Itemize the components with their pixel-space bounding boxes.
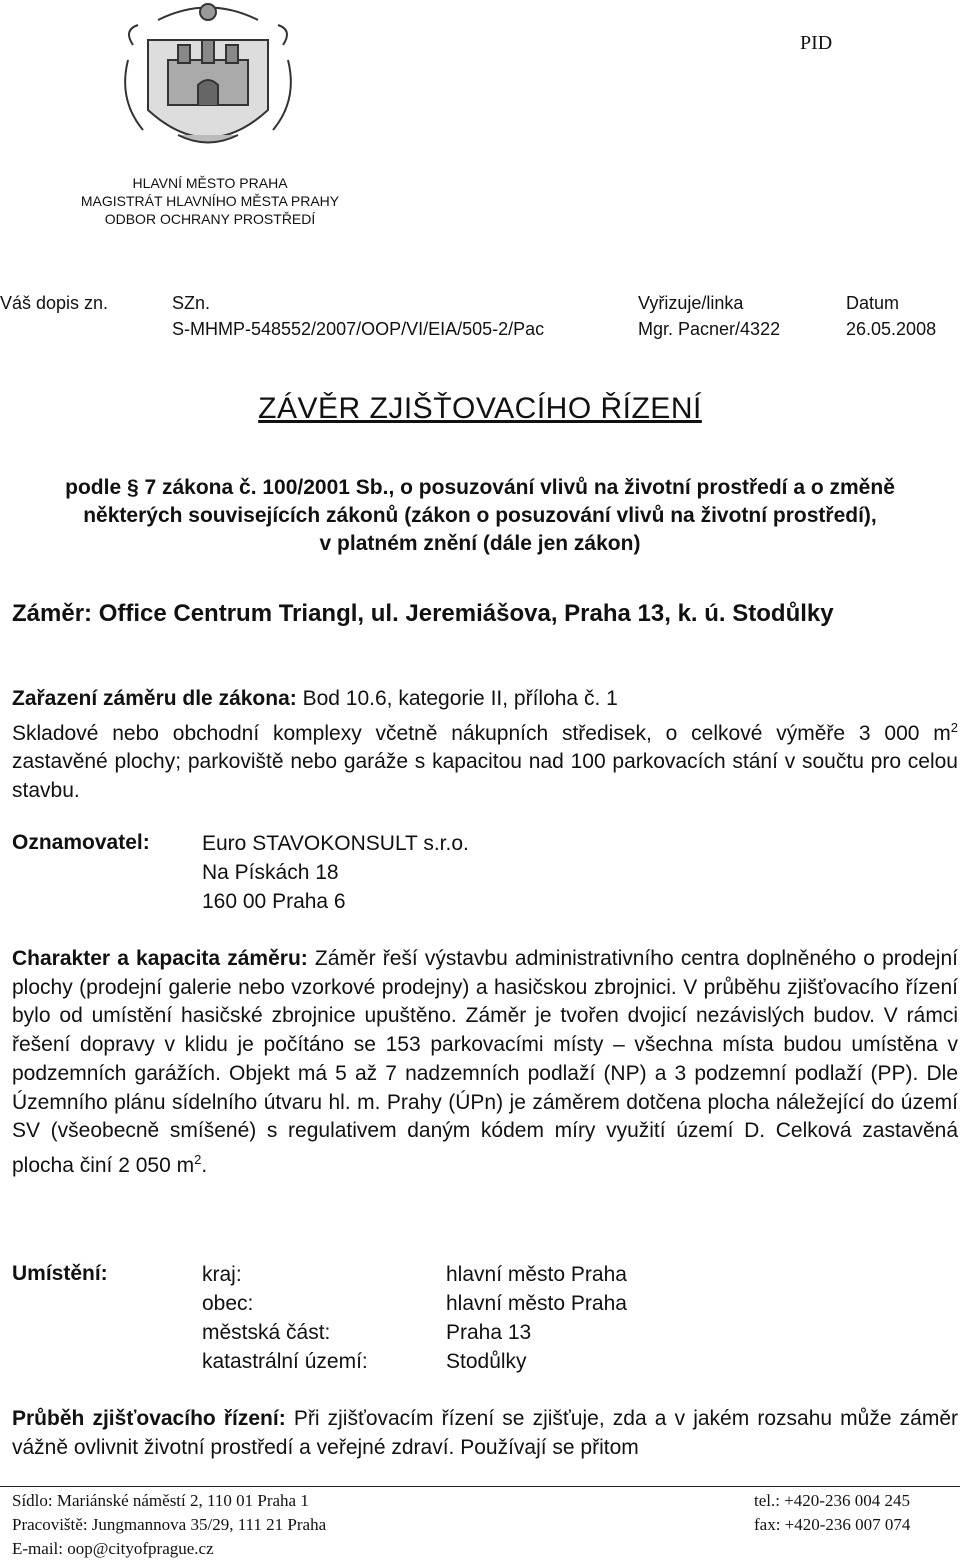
location-label: Umístění: — [12, 1262, 108, 1285]
footer-tel: tel.: +420-236 004 245 — [754, 1491, 910, 1510]
character-text: Záměr řeší výstavbu administrativního centra doplněného o prodejní plochy (prodejní galerie nebo vzorkové prodejny) a hasičskou zbrojnici. V průběhu zjišťovacího řízení bylo od umístění hasičské zbrojnice upuštěno. Záměr je tvořen dvojicí nezávislých budov. V rámci řešení dopravy v klidu je počítáno se 153 parkovacími místy – všechna místa budou umístěna v podzemních garážích. Objekt má 5 až 7 nadzemních podlaží (NP) a 3 podzemní podlaží (PP). Dle Územního plánu sídelního útvaru hl. m. Prahy (ÚPn) je záměrem dotčena plocha náležející do území SV (všeobecně smíšené) s regulativem daným kódem míry využití území D. Celková zastavěná plocha činí 2 050 m — [12, 947, 958, 1177]
office-line-2: MAGISTRÁT HLAVNÍHO MĚSTA PRAHY — [80, 193, 340, 209]
date-label: Datum — [846, 293, 900, 313]
character-sup: 2 — [194, 1151, 202, 1167]
legal-basis — [0, 474, 960, 558]
footer-seat: Sídlo: Mariánské náměstí 2, 110 01 Praha 1 — [12, 1491, 309, 1510]
notifier-label: Oznamovatel: — [12, 831, 150, 854]
location-values — [446, 1260, 627, 1376]
location-value-district: Praha 13 — [446, 1321, 532, 1344]
document-code: PID — [800, 32, 833, 54]
classification-text-b: zastavěné plochy; parkoviště nebo garáže s kapacitou nad 100 parkovacích stání v součtu pro celou stavbu. — [12, 750, 958, 803]
location-key-region: kraj: — [202, 1263, 242, 1286]
footer-divider — [0, 1486, 960, 1487]
footer-fax: fax: +420-236 007 074 — [754, 1515, 911, 1534]
date-value: 26.05.2008 — [846, 319, 937, 339]
character-paragraph — [12, 945, 958, 1181]
footer-email[interactable]: E-mail: oop@cityofprague.cz — [12, 1539, 214, 1558]
classification-label: Zařazení záměru dle zákona: — [12, 687, 297, 710]
location-value-region: hlavní město Praha — [446, 1263, 627, 1286]
notifier-block — [202, 829, 469, 916]
letter-ref-label: Váš dopis zn. — [0, 293, 109, 313]
document-title: ZÁVĚR ZJIŠŤOVACÍHO ŘÍZENÍ — [258, 392, 702, 425]
szn-label: SZn. — [172, 293, 211, 313]
procedure-paragraph — [12, 1405, 958, 1462]
notifier-city: 160 00 Praha 6 — [202, 890, 346, 913]
notifier-name: Euro STAVOKONSULT s.r.o. — [202, 832, 469, 855]
legal-line-1: podle § 7 zákona č. 100/2001 Sb., o posuzování vlivů na životní prostředí a o změně — [65, 476, 895, 499]
procedure-text: Při zjišťovacím řízení se zjišťuje, zda a v jakém rozsahu může záměr vážně ovlivnit životní prostředí a veřejné zdraví. Používají se přitom — [12, 1407, 958, 1459]
classification-paragraph — [12, 685, 958, 806]
classification-sup: 2 — [950, 719, 958, 735]
classification-text-a: Skladové nebo obchodní komplexy včetně nákupních středisek, o celkové výměře 3 000 m — [12, 721, 951, 745]
legal-line-2: některých souvisejících zákonů (zákon o posuzování vlivů na životní prostředí), — [83, 504, 877, 527]
location-key-municipality: obec: — [202, 1292, 254, 1315]
legal-line-3: v platném znění (dále jen zákon) — [319, 532, 641, 555]
handler-value: Mgr. Pacner/4322 — [638, 319, 781, 339]
procedure-label: Průběh zjišťovacího řízení: — [12, 1407, 286, 1430]
location-key-district: městská část: — [202, 1321, 331, 1344]
location-value-cadastral: Stodůlky — [446, 1350, 527, 1373]
footer-address — [12, 1489, 326, 1561]
footer-workplace: Pracoviště: Jungmannova 35/29, 111 21 Praha — [12, 1515, 327, 1534]
office-line-3: ODBOR OCHRANY PROSTŘEDÍ — [104, 211, 316, 227]
character-label: Charakter a kapacita záměru: — [12, 947, 308, 970]
prague-coat-of-arms-logo — [118, 0, 298, 165]
location-key-cadastral: katastrální území: — [202, 1350, 368, 1373]
szn-value: S-MHMP-548552/2007/OOP/VI/EIA/505-2/Pac — [172, 319, 545, 339]
notifier-street: Na Pískách 18 — [202, 861, 339, 884]
handler-label: Vyřizuje/linka — [638, 293, 744, 313]
footer-contacts — [754, 1489, 910, 1537]
location-value-municipality: hlavní město Praha — [446, 1292, 627, 1315]
project-heading: Záměr: Office Centrum Triangl, ul. Jeremiášova, Praha 13, k. ú. Stodůlky — [12, 600, 834, 627]
location-keys — [202, 1260, 368, 1376]
character-tail: . — [201, 1153, 208, 1177]
office-line-1: HLAVNÍ MĚSTO PRAHA — [132, 175, 288, 191]
classification-value: Bod 10.6, kategorie II, příloha č. 1 — [296, 687, 618, 710]
